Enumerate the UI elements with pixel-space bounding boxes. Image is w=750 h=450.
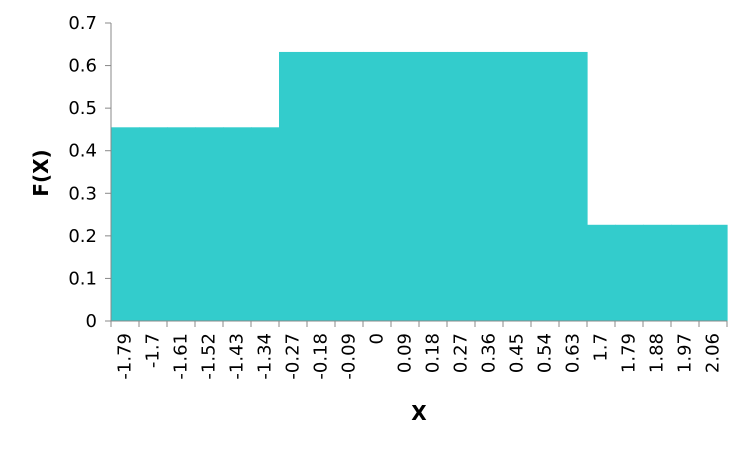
y-tick-label-6: 0.6	[68, 55, 97, 77]
y-tick-label-7: 0.7	[68, 13, 97, 34]
x-tick-labels	[111, 321, 727, 380]
x-tick-label-16: 0.63	[562, 333, 584, 374]
area-layer	[111, 52, 728, 321]
x-tick-label-20: 1.97	[674, 333, 696, 374]
y-tick-label-1: 0.1	[68, 268, 97, 290]
area-segment-4	[223, 127, 252, 321]
area-segment-5	[251, 127, 280, 321]
x-tick-label-15: 0.54	[534, 333, 556, 374]
x-tick-label-7: -0.18	[310, 333, 332, 380]
y-tick-label-2: 0.2	[68, 225, 97, 247]
area-segment-12	[447, 52, 476, 321]
x-tick-label-9: 0	[366, 333, 388, 345]
x-tick-label-6: -0.27	[282, 333, 304, 380]
area-segment-8	[335, 52, 364, 321]
area-segment-7	[307, 52, 336, 321]
x-tick-label-17: 1.7	[590, 333, 612, 362]
y-tick-label-0: 0	[85, 311, 97, 332]
area-segment-14	[503, 52, 532, 321]
area-segment-1	[139, 127, 168, 321]
area-segment-9	[363, 52, 392, 321]
y-axis-title: F(X)	[29, 149, 53, 197]
x-tick-label-21: 2.06	[702, 333, 724, 374]
area-segment-21	[699, 225, 728, 321]
y-tick-label-3: 0.3	[68, 183, 97, 205]
area-segment-0	[111, 127, 140, 321]
x-tick-label-8: -0.09	[338, 333, 360, 380]
x-tick-label-14: 0.45	[506, 333, 528, 374]
area-segment-20	[671, 225, 700, 321]
area-segment-11	[419, 52, 448, 321]
x-tick-label-2: -1.61	[170, 333, 192, 380]
area-segment-3	[195, 127, 224, 321]
x-tick-label-5: -1.34	[254, 333, 276, 380]
x-tick-label-1: -1.7	[142, 333, 164, 369]
area-segment-2	[167, 127, 196, 321]
y-tick-label-5: 0.5	[68, 98, 97, 120]
area-segment-16	[559, 52, 588, 321]
x-tick-label-4: -1.43	[226, 333, 248, 380]
x-tick-label-3: -1.52	[198, 333, 220, 380]
x-tick-label-19: 1.88	[646, 333, 668, 374]
area-segment-10	[391, 52, 420, 321]
y-tick-labels	[68, 13, 111, 332]
area-segment-6	[279, 52, 308, 321]
area-segment-13	[475, 52, 504, 321]
x-tick-label-11: 0.18	[422, 333, 444, 374]
x-tick-label-10: 0.09	[394, 333, 416, 374]
area-segment-19	[643, 225, 672, 321]
x-axis-title: X	[411, 401, 427, 425]
area-segment-15	[531, 52, 560, 321]
area-segment-17	[587, 225, 616, 321]
area-segment-18	[615, 225, 644, 321]
x-tick-label-13: 0.36	[478, 333, 500, 374]
x-tick-label-18: 1.79	[618, 333, 640, 374]
x-tick-label-0: -1.79	[114, 333, 136, 380]
x-tick-label-12: 0.27	[450, 333, 472, 374]
y-tick-label-4: 0.4	[68, 140, 97, 162]
